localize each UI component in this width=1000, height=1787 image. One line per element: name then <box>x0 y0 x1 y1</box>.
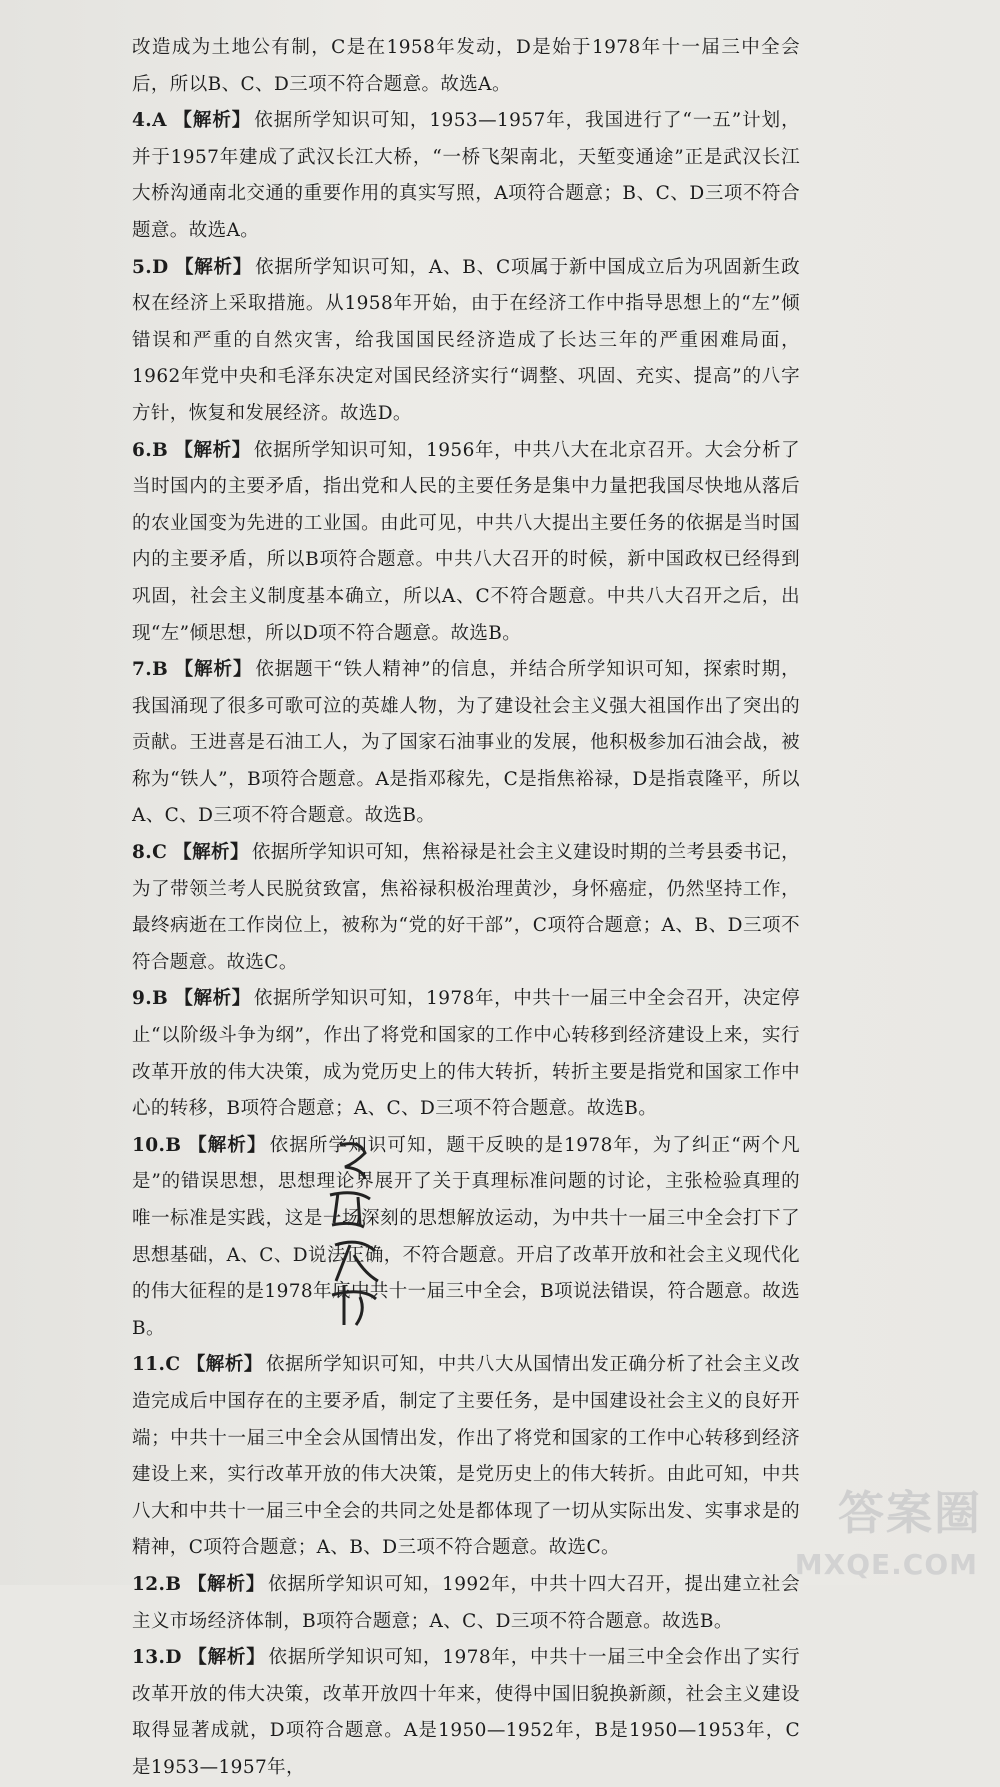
handwritten-marks <box>310 1135 400 1335</box>
answer-text: 依据所学知识可知，中共八大从国情出发正确分析了社会主义改造完成后中国存在的主要矛盾，制定了主要任务，是中国建设社会主义的良好开端；中共十一届三中全会从国情出发，作出了将党和国家的工作中心转移到经济建设上来，实行改革开放的伟大决策，是党历史上的伟大转折。由此可知，中共八大和中共十一届三中全会的共同之处是都体现了一切从实际出发、实事求是的精神，C项符合题意；A、B、D三项不符合题意。故选C。 <box>132 1354 801 1559</box>
answer-number: 10.B <box>132 1134 182 1156</box>
answer-number: 4.A <box>132 110 167 132</box>
analysis-tag: 【解析】 <box>173 842 249 864</box>
answer-text: 依据所学知识可知，1953—1957年，我国进行了“一五”计划，并于1957年建成了武汉长江大桥，“一桥飞架南北，天堑变通途”正是武汉长江大桥沟通南北交通的重要作用的真实写照，A项符合题意；B、C、D三项不符合题意。故选A。 <box>132 110 800 241</box>
answer-number: 9.B <box>132 988 169 1010</box>
answer-text: 依据所学知识可知，A、B、C项属于新中国成立后为巩固新生政权在经济上采取措施。从1958年开始，由于在经济工作中指导思想上的“左”倾错误和严重的自然灾害，给我国国民经济造成了长达三年的严重困难局面，1962年党中央和毛泽东决定对国民经济实行“调整、巩固、充实、提高”的八字方针，恢复和发展经济。故选D。 <box>132 256 800 424</box>
site-watermark <box>794 1475 1000 1585</box>
analysis-tag: 【解析】 <box>174 659 253 681</box>
answer-item-4 <box>132 103 800 249</box>
answer-content <box>132 30 800 1787</box>
answer-text: 依据所学知识可知，题干反映的是1978年，为了纠正“两个凡是”的错误思想，思想理论界展开了关于真理标准问题的讨论，主张检验真理的唯一标准是实践，这是一场深刻的思想解放运动，为中共十一届三中全会打下了思想基础，A、C、D说法正确，不符合题意。开启了改革开放和社会主义现代化的伟大征程的是1978年底中共十一届三中全会，B项说法错误，符合题意。故选B。 <box>132 1134 800 1339</box>
analysis-tag: 【解析】 <box>172 110 252 132</box>
answer-item-9 <box>132 981 800 1127</box>
answer-item-13 <box>132 1640 800 1786</box>
intro-paragraph: 改造成为土地公有制，C是在1958年发动，D是始于1978年十一届三中全会后，所以B、C、D三项不符合题意。故选A。 <box>132 37 800 95</box>
answer-number: 11.C <box>132 1354 181 1376</box>
analysis-tag: 【解析】 <box>186 1354 264 1376</box>
analysis-tag: 【解析】 <box>187 1134 267 1156</box>
answer-text: 依据所学知识可知，1992年，中共十四大召开，提出建立社会主义市场经济体制，B项符合题意；A、C、D三项不符合题意。故选B。 <box>132 1573 800 1632</box>
answer-text: 依据所学知识可知，1956年，中共八大在北京召开。大会分析了当时国内的主要矛盾，指出党和人民的主要任务是集中力量把我国尽快地从落后的农业国变为先进的工业国。由此可见，中共八大提出主要任务的依据是当时国内的主要矛盾，所以B项符合题意。中共八大召开的时候，新中国政权已经得到巩固，社会主义制度基本确立，所以A、C不符合题意。中共八大召开之后，出现“左”倾思想，所以D项不符合题意。故选B。 <box>132 439 800 644</box>
answer-text: 依据所学知识可知，1978年，中共十一届三中全会召开，决定停止“以阶级斗争为纲”，作出了将党和国家的工作中心转移到经济建设上来，实行改革开放的伟大决策，成为党历史上的伟大转折，转折主要是指党和国家工作中心的转移，B项符合题意；A、C、D三项不符合题意。故选B。 <box>132 988 800 1120</box>
answer-item-5 <box>132 250 800 433</box>
answer-text: 依据题干“铁人精神”的信息，并结合所学知识可知，探索时期，我国涌现了很多可歌可泣的英雄人物，为了建设社会主义强大祖国作出了突出的贡献。王进喜是石油工人，为了国家石油事业的发展，他积极参加石油会战，被称为“铁人”，B项符合题意。A是指邓稼先，C是指焦裕禄，D是指袁隆平，所以A、C、D三项不符合题意。故选B。 <box>132 659 800 827</box>
analysis-tag: 【解析】 <box>174 988 251 1010</box>
answer-item-7 <box>132 652 800 835</box>
watermark-logo-text: 答案圈 <box>838 1486 982 1540</box>
answer-number: 7.B <box>132 659 169 681</box>
answer-number: 5.D <box>132 256 169 278</box>
answer-number: 6.B <box>132 439 169 461</box>
answer-item-12 <box>132 1567 800 1640</box>
answer-item-8 <box>132 835 800 981</box>
analysis-tag: 【解析】 <box>187 1647 266 1669</box>
answer-text: 依据所学知识可知，1978年，中共十一届三中全会作出了实行改革开放的伟大决策，改革开放四十年来，使得中国旧貌换新颜，社会主义建设取得显著成就，D项符合题意。A是1950—1952年，B是1950—1953年，C是1953—1957年， <box>132 1647 800 1778</box>
analysis-tag: 【解析】 <box>174 256 253 278</box>
answer-number: 8.C <box>132 842 168 864</box>
answer-item-10 <box>132 1128 800 1348</box>
analysis-tag: 【解析】 <box>174 439 251 461</box>
watermark-url: MXQE.COM <box>794 1548 978 1581</box>
answer-text: 依据所学知识可知，焦裕禄是社会主义建设时期的兰考县委书记，为了带领兰考人民脱贫致富，焦裕禄积极治理黄沙，身怀癌症，仍然坚持工作，最终病逝在工作岗位上，被称为“党的好干部”，C项符合题意；A、B、D三项不符合题意。故选C。 <box>132 842 800 973</box>
answer-item-11 <box>132 1347 800 1567</box>
answer-number: 13.D <box>132 1647 182 1669</box>
answer-number: 12.B <box>132 1573 182 1595</box>
analysis-tag: 【解析】 <box>187 1573 266 1595</box>
answer-item-6 <box>132 433 800 653</box>
